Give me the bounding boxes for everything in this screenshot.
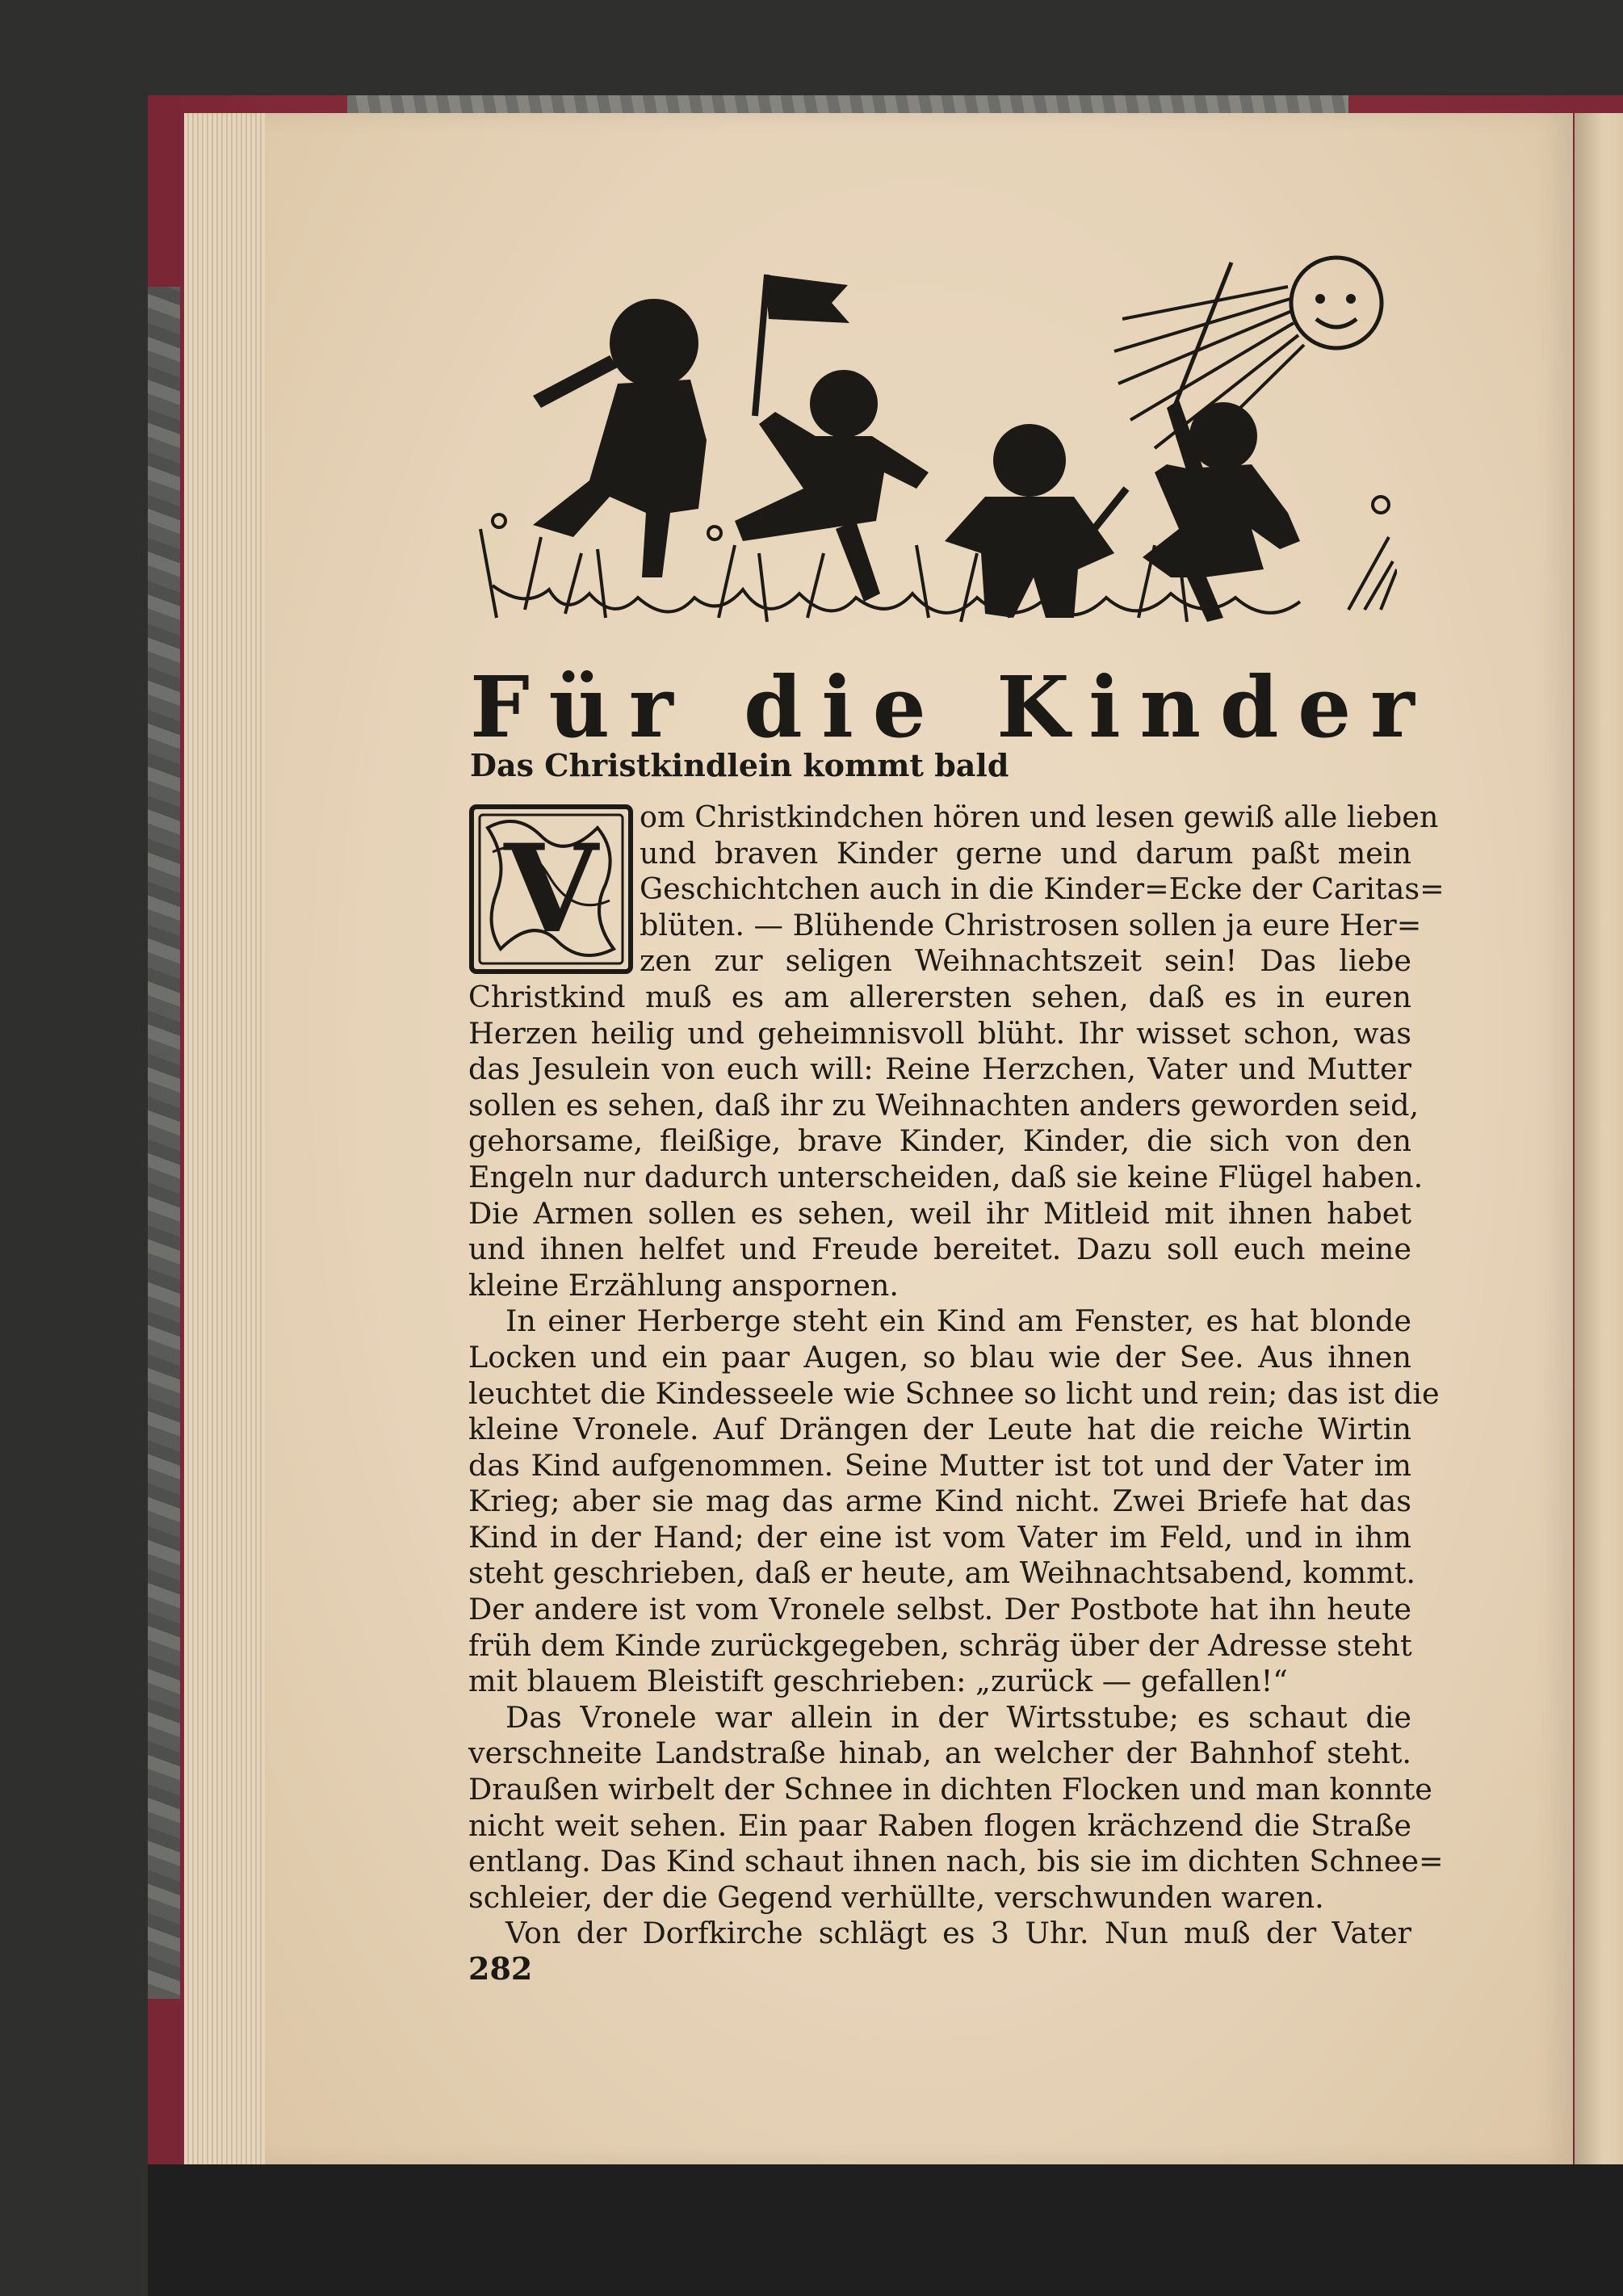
text-line: das Jesulein von euch will: Reine Herzchen, Vater und Mutter: [468, 1051, 1411, 1087]
title-letter: i: [1088, 657, 1121, 757]
cover-edge: [347, 95, 1348, 113]
page-number: 282: [468, 1950, 533, 1987]
text-line: und ihnen helfet und Freude bereitet. Dazu soll euch meine: [468, 1232, 1411, 1267]
background-shadow: [148, 2164, 1623, 2296]
article-body: [468, 800, 1445, 1952]
text-line: Kind in der Hand; der eine ist vom Vater im Feld, und in ihm: [468, 1519, 1411, 1555]
children-silhouette-illustration: [476, 230, 1397, 658]
title-letter: d: [1219, 657, 1279, 757]
dropcap-letter: V: [504, 818, 598, 960]
title-letter: r: [1370, 657, 1415, 757]
facing-page-edge: [1575, 113, 1623, 2164]
title-letter: r: [628, 657, 673, 757]
title-letter: e: [872, 657, 926, 757]
text-line: Von der Dorfkirche schlägt es 3 Uhr. Nun muß der Vater: [505, 1916, 1411, 1951]
title-letter: d: [744, 657, 803, 757]
text-line: kleine Vronele. Auf Drängen der Leute hat die reiche Wirtin: [468, 1412, 1411, 1447]
text-line: das Kind aufgenommen. Seine Mutter ist tot und der Vater im: [468, 1447, 1411, 1483]
text-line: leuchtet die Kindesseele wie Schnee so licht und rein; das ist die: [468, 1375, 1440, 1411]
title-letter: n: [1139, 657, 1202, 757]
text-line: In einer Herberge steht ein Kind am Fenster, es hat blonde: [505, 1303, 1411, 1339]
text-line: Geschichtchen auch in die Kinder=Ecke der Caritas=: [640, 871, 1445, 907]
text-line: zen zur seligen Weihnachtszeit sein! Das liebe: [640, 943, 1411, 979]
text-line: schleier, der die Gegend verhüllte, verschwunden waren.: [468, 1879, 1324, 1915]
text-line: Christkind muß es am allerersten sehen, daß es in euren: [468, 979, 1411, 1014]
text-line: früh dem Kinde zurückgegeben, schräg über der Adresse steht: [468, 1627, 1412, 1663]
text-line: sollen es sehen, daß ihr zu Weihnachten anders geworden seid,: [468, 1087, 1420, 1123]
text-line: nicht weit sehen. Ein paar Raben flogen krächzend die Straße: [468, 1807, 1411, 1843]
text-line: Die Armen sollen es sehen, weil ihr Mitleid mit ihnen habet: [468, 1195, 1411, 1231]
title-letter: ü: [548, 657, 610, 757]
text-line: Das Vronele war allein in der Wirtsstube; es schaut die: [505, 1699, 1411, 1735]
title-letter: e: [1298, 657, 1352, 757]
text-line: mit blauem Bleistift geschrieben: „zurück — gefallen!“: [468, 1664, 1288, 1699]
text-line: Der andere ist vom Vronele selbst. Der Postbote hat ihn heute: [468, 1592, 1411, 1627]
marbled-board: [148, 287, 180, 1999]
text-line: verschneite Landstraße hinab, an welcher der Bahnhof steht.: [468, 1736, 1411, 1771]
text-line: steht geschrieben, daß er heute, am Weihnachtsabend, kommt.: [468, 1555, 1415, 1591]
text-line: Locken und ein paar Augen, so blau wie der See. Aus ihnen: [468, 1339, 1411, 1375]
text-line: kleine Erzählung anspornen.: [468, 1267, 900, 1303]
text-line: blüten. — Blühende Christrosen sollen ja eure Her=: [640, 907, 1422, 942]
text-line: Herzen heilig und geheimnisvoll blüht. Ihr wisset schon, was: [468, 1015, 1411, 1051]
page-title: [470, 657, 1415, 757]
text-line: und braven Kinder gerne und darum paßt mein: [640, 835, 1411, 871]
title-letter: F: [470, 657, 530, 757]
page-edges: [184, 113, 265, 2164]
title-letter: i: [821, 657, 853, 757]
text-line: entlang. Das Kind schaut ihnen nach, bis sie im dichten Schnee=: [468, 1844, 1444, 1879]
text-line: Krieg; aber sie mag das arme Kind nicht. Zwei Briefe hat das: [468, 1484, 1411, 1519]
text-line: om Christkindchen hören und lesen gewiß alle lieben: [640, 800, 1439, 834]
title-letter: K: [996, 657, 1070, 757]
text-line: gehorsame, fleißige, brave Kinder, Kinder, die sich von den: [468, 1123, 1411, 1159]
section-heading: Das Christkindlein kommt bald: [470, 747, 1009, 783]
text-line: Engeln nur dadurch unterscheiden, daß sie keine Flügel haben.: [468, 1159, 1424, 1194]
text-line: Draußen wirbelt der Schnee in dichten Flocken und man konnte: [468, 1772, 1432, 1807]
